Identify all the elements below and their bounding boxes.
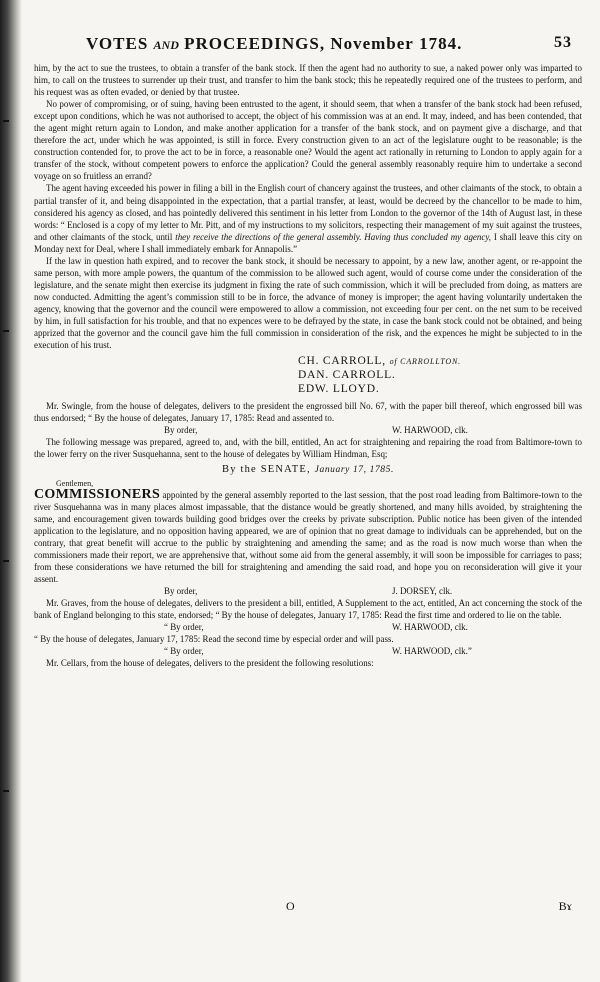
gutter-mark [3,330,9,332]
binding-gutter [0,0,22,982]
senate-date: January 17, 1785. [314,464,394,475]
page-number: 53 [554,34,572,51]
order-line-2 [34,585,582,597]
order-4-clerk: W. HARWOOD, clk.” [392,646,472,657]
order-3-clerk: W. HARWOOD, clk. [392,622,468,633]
paragraph-5: Mr. Swingle, from the house of delegates, delivers to the president the engrossed bill No. 67, with the paper bill thereof, which engrossed bill was thus endorsed; “ By the house of delegates, January 17, 1785: Read and assented to. [34,400,582,423]
senate-heading [34,464,582,476]
paragraph-3-italic: they receive the directions of the general assembly. Having thus concluded my agency, [175,231,492,242]
signature-carroll-carrollton [298,355,582,369]
paragraph-10: Mr. Cellars, from the house of delegates, delivers to the president the following resolutions: [46,658,374,669]
paragraph-7 [34,486,582,585]
order-line-4 [34,645,582,657]
paragraph-1: him, by the act to sue the trustees, to obtain a transfer of the bank stock. If then the agent had no authority to sue, a naked power only was imparted to him, to call on the trustees to surrender up their trust, and transfer to him the bank stock; this he repeatedly required one of the trustees to perform, and his request was as often evaded, or denied by that trustee. [34,63,582,98]
signature-edw-lloyd: EDW. LLOYD. [298,382,380,395]
paragraph-3-text-a: The agent having exceeded his power in filing a bill in the English court of chancery against the trustees, and other claimants of the stock, to obtain a partial transfer of it, and being disappointed in the expectation, that a partial transfer, at least, would be decreed by the chancellor to be made to him, considered his agency as closed, and has pointedly delivered this sentiment in his letter from London to the governor of the 14th of August last, in these words: “ Enclosed is a copy of my letter to Mr. Pitt, and of my instructions to my solicitors, respecting their management of my suit against the trustees, and other claimants of the stock, until [34,183,582,242]
order-1-clerk: W. HARWOOD, clk. [392,424,468,435]
order-line-3 [34,621,582,633]
gutter-mark [3,560,9,562]
order-1-label: By order, [164,424,198,435]
header-title-a: VOTES [86,34,149,53]
order-2-label: By order, [164,586,198,597]
paragraph-3-text-b: I shall leave this city on Monday next for Deal, where I shall immediately embark for Annapolis.” [34,231,583,254]
header-year: 1784. [419,34,463,53]
footer-mark: O [286,899,295,913]
running-header [86,34,586,58]
signature-1-suffix: of CARROLLTON. [389,357,461,367]
page-footer [34,899,582,917]
header-title-and: AND [153,38,179,52]
signature-1-name: CH. CARROLL, [298,355,386,368]
paragraph-7-text: appointed by the general assembly reported to the last session, that the post road leading from Baltimore-town to the river Susquehanna was in many places almost impassable, that the distance would be greatly shortened, and many hills avoided, by straightening the same, and encouragement given towards building good bridges over the creeks by private subscription. Public notice has been given of the intended application to the legislature, and no opposition having appeared, we are of opinion that no great damage to individuals can be apprehended, but on the contrary, that great benefit will accrue to the public by straightening and amending the same; and as the road is now much worse than when the commissioners made their report, we are apprehensive that, without some aid from the general assembly, it will soon be impossible for carriages to pass; from these considerations we have returned the bill for straightening and amending the said road, and hope you on reconsideration will give it your assent. [34,489,582,585]
salutation: Gentlemen, [56,478,94,488]
gutter-mark [3,790,9,792]
order-2-clerk: J. DORSEY, clk. [392,586,453,597]
paragraph-6: The following message was prepared, agreed to, and, with the bill, entitled, An act for straightening and repairing the road from Baltimore-town to the lower ferry on the river Susquehanna, sent to the house of delegates by William Hindman, Esq; [34,436,582,459]
paragraph-8: Mr. Graves, from the house of delegates, delivers to the president a bill, entitled, A Supplement to the act, entitled, An act concerning the stock of the bank of England belonging to this state, endorsed; “ By the house of delegates, January 17, 1785: Read the first time and ordered to lie on the table. [34,598,582,621]
signature-block [298,355,582,396]
commissioners-word: COMMISSIONERS [34,486,161,502]
order-3-label: “ By order, [164,622,204,633]
paragraph-4: If the law in question hath expired, and to recover the bank stock, it should be necessary to appoint, by a new law, another agent, or re-appoint the same person, with more ample powers, the quantum of the commission to be allowed such agent, would of course come under the consideration of the legislature, and the senate might then exercise its judgment in fixing the rate of such commission, which it will be precluded from doing, as matters are now conducted. Admitting the agent’s commission still to be in force, the advance of money is improper; the agent having voluntarily undertaken the agency, knowing that the governor and the council were empowered to allow a commission, not exceeding four per cent. on the net sum to be received by him, in full satisfaction for his trouble, and that no expences were to be defrayed by the state, in case the bank stock could not be obtained, and being apprized that the governor and the council gave him the full commission in consideration of the risk, and the expences he might be subjected to in the execution of his trust. [34,255,582,351]
order-4-label: “ By order, [164,646,204,657]
order-line-1 [34,424,582,436]
signature-mark: Bɤ [558,899,572,913]
paragraph-9: “ By the house of delegates, January 17, 1785: Read the second time by especial order and will pass. [34,634,394,645]
page-body [34,62,582,669]
paragraph-3 [34,182,582,254]
signature-dan-carroll: DAN. CARROLL. [298,368,396,381]
header-title-b: PROCEEDINGS, [184,34,326,53]
header-month: November [330,34,414,53]
gutter-mark [3,120,9,122]
paragraph-2: No power of compromising, or of suing, having been entrusted to the agent, it should seem, that when a transfer of the bank stock had been refused, except upon conditions, which he was not authorised to accept, the object of his commission was at an end. It may, indeed, and has been contended, that the agent might return again to London, and make another application for a transfer of the bank stock, and on payment give a discharge, and that therefore the act, under which he was appointed, is still in force. Every construction given to an act of the legislature ought to be reasonable; is the construction contended for, to prove the act to be in force, a reasonable one? Would the agent act rationally in returning to London to apply again for a transfer of the stock, without competent powers to enforce the application? Could the general assembly reasonably require him to undertake a second voyage on so fruitless an errand? [34,99,582,182]
senate-label: By the SENATE, [221,463,311,475]
